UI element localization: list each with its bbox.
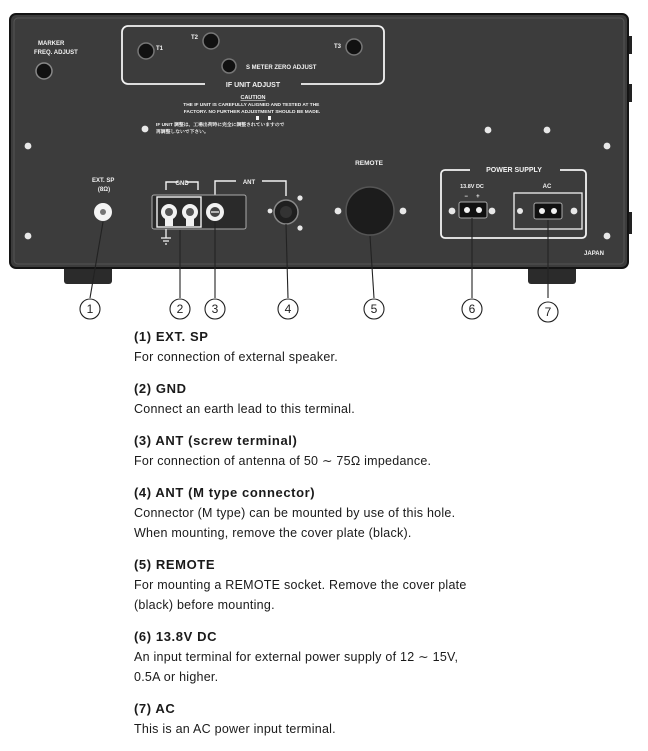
ac-label: AC [542,184,552,190]
marker-adjust-hole [36,63,52,79]
description-ant-screw [134,431,554,471]
caution-line2: FACTORY. NO FURTHER ADJUSTMENT SHOULD BE MADE. [183,110,321,115]
remote-label: REMOTE [355,160,383,167]
t2-hole [203,33,219,49]
description-title: (1) EXT. SP [134,329,209,344]
callout-3: 3 [211,302,219,316]
ext-sp-label-line1: EXT. SP [92,178,115,184]
caution-jp-line1: IF UNIT 調整は、工場出荷時に完全に調整されていますので [156,123,285,128]
t1-hole [138,43,154,59]
dc-socket-pin-neg [464,207,470,213]
callout-2: 2 [176,302,184,316]
marker-label-line2: FREQ. ADJUST [34,50,78,56]
remote-cover-plate [346,187,394,235]
description-ac [134,699,554,739]
description-title: (3) ANT (screw terminal) [134,433,298,448]
ac-inlet [534,203,562,219]
description-title: (4) ANT (M type connector) [134,485,316,500]
gnd-label: GND [175,181,189,187]
description-title: (5) REMOTE [134,557,216,572]
callout-4: 4 [284,302,292,316]
t2-label: T2 [191,35,199,41]
description-body: Connect an earth lead to this terminal. [134,402,355,416]
dc-socket [459,202,487,218]
description-gnd [134,379,554,419]
s-meter-label: S METER ZERO ADJUST [246,65,317,71]
description-body: For connection of antenna of 50 ∼ 75Ω impedance. [134,454,432,468]
ac-inlet-pin [539,208,545,214]
caution-jp-line2: 再調整しないで下さい。 [156,130,209,135]
s-meter-hole [222,59,236,73]
description-body: This is an AC power input terminal. [134,722,336,736]
rear-panel-figure [0,0,648,325]
dc-polarity: − + [464,194,480,200]
ext-sp-label-line2: (8Ω) [97,187,111,193]
dc-label: 13.8V DC [460,184,484,190]
if-unit-label: IF UNIT ADJUST [225,82,281,89]
ac-inlet-pin [551,208,557,214]
caution-mark [256,116,259,120]
terminal-descriptions [134,327,554,751]
callout-1: 1 [86,302,94,316]
power-supply-label: POWER SUPPLY [486,167,542,174]
callouts [80,299,558,322]
callout-6: 6 [468,302,476,316]
dc-socket-pin-pos [476,207,482,213]
t3-label: T3 [334,44,342,50]
caution-title: CAUTION [240,95,266,101]
ant-m-connector-inner [280,206,292,218]
callout-7: 7 [544,305,552,319]
ant-label: ANT [242,180,256,186]
caution-line1: THE IF UNIT IS CAREFULLY ALIGNED AND TESTED AT THE [183,103,320,108]
marker-label-line1: MARKER [38,41,65,47]
description-title: (2) GND [134,381,187,396]
description-body: For mounting a REMOTE socket. Remove the cover plate (black) before mounting. [134,578,467,612]
caution-mark [268,116,271,120]
callout-5: 5 [370,302,378,316]
t3-hole [346,39,362,55]
description-body: An input terminal for external power supply of 12 ∼ 15V, 0.5A or higher. [134,650,459,684]
description-ext-sp [134,327,554,367]
description-title: (7) AC [134,701,176,716]
description-remote [134,555,554,615]
t1-label: T1 [156,46,164,52]
description-ant-m-type [134,483,554,543]
cabinet-body [10,14,628,268]
ext-sp-jack-hole [100,209,106,215]
description-dc [134,627,554,687]
description-title: (6) 13.8V DC [134,629,218,644]
ac-inlet-screw [517,208,523,214]
japan-label: JAPAN [584,251,604,257]
description-body: Connector (M type) can be mounted by use of this hole. When mounting, remove the cover plate (black). [134,506,456,540]
description-body: For connection of external speaker. [134,350,339,364]
